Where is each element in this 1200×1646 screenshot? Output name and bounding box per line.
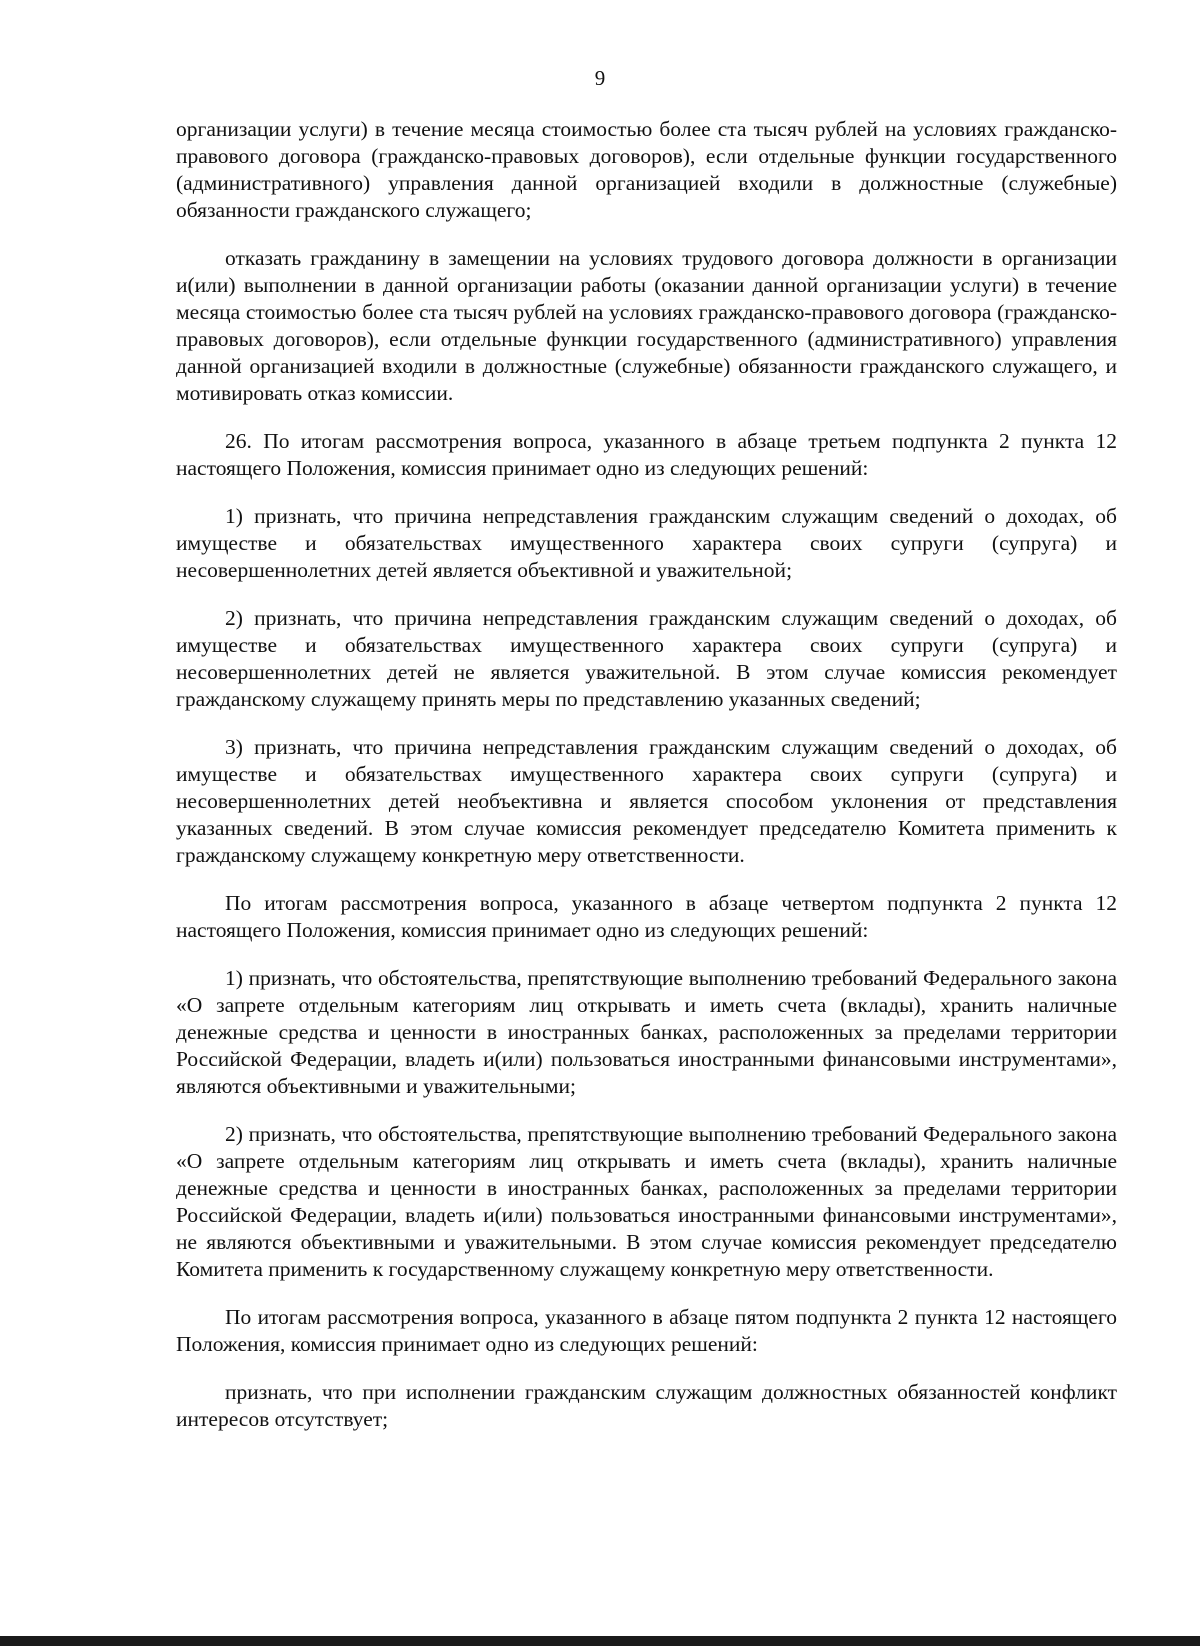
document-body bbox=[176, 116, 1117, 1433]
scan-bottom-border bbox=[0, 1636, 1200, 1646]
paragraph-6: 3) признать, что причина непредставления гражданским служащим сведений о доходах, об имуществе и обязательствах имущественного характера своих супруги (супруга) и несовершеннолетних детей необъективна и является способом уклонения от представления указанных сведений. В этом случае комиссия рекомендует председателю Комитета применить к гражданскому служащему конкретную меру ответственности. bbox=[176, 735, 1117, 867]
paragraph-2: отказать гражданину в замещении на условиях трудового договора должности в организации и(или) выполнении в данной организации работы (оказании данной организации услуги) в течение месяца стоимостью более ста тысяч рублей на условиях гражданско-правового договора (гражданско-правовых договоров), если отдельные функции государственного (административного) управления данной организацией входили в должностные (служебные) обязанности гражданского служащего, и мотивировать отказ комиссии. bbox=[176, 246, 1117, 405]
page-number: 9 bbox=[594, 66, 606, 90]
paragraph-1: организации услуги) в течение месяца стоимостью более ста тысяч рублей на условиях гражданско-правового договора (гражданско-правовых договоров), если отдельные функции государственного (административного) управления данной организацией входили в должностные (служебные) обязанности гражданского служащего; bbox=[176, 117, 1117, 222]
paragraph-8: 1) признать, что обстоятельства, препятствующие выполнению требований Федерального закона «О запрете отдельным категориям лиц открывать и иметь счета (вклады), хранить наличные денежные средства и ценности в иностранных банках, расположенных за пределами территории Российской Федерации, владеть и(или) пользоваться иностранными финансовыми инструментами», являются объективными и уважительными; bbox=[176, 966, 1117, 1098]
paragraph-7: По итогам рассмотрения вопроса, указанного в абзаце четвертом подпункта 2 пункта 12 настоящего Положения, комиссия принимает одно из следующих решений: bbox=[176, 891, 1117, 942]
paragraph-11: признать, что при исполнении гражданским служащим должностных обязанностей конфликт интересов отсутствует; bbox=[176, 1380, 1117, 1431]
paragraph-9: 2) признать, что обстоятельства, препятствующие выполнению требований Федерального закона «О запрете отдельным категориям лиц открывать и иметь счета (вклады), хранить наличные денежные средства и ценности в иностранных банках, расположенных за пределами территории Российской Федерации, владеть и(или) пользоваться иностранными финансовыми инструментами», не являются объективными и уважительными. В этом случае комиссия рекомендует председателю Комитета применить к государственному служащему конкретную меру ответственности. bbox=[176, 1122, 1117, 1281]
paragraph-3: 26. По итогам рассмотрения вопроса, указанного в абзаце третьем подпункта 2 пункта 12 настоящего Положения, комиссия принимает одно из следующих решений: bbox=[176, 429, 1117, 480]
paragraph-4: 1) признать, что причина непредставления гражданским служащим сведений о доходах, об имуществе и обязательствах имущественного характера своих супруги (супруга) и несовершеннолетних детей является объективной и уважительной; bbox=[176, 504, 1117, 582]
paragraph-10: По итогам рассмотрения вопроса, указанного в абзаце пятом подпункта 2 пункта 12 настоящего Положения, комиссия принимает одно из следующих решений: bbox=[176, 1305, 1117, 1356]
paragraph-5: 2) признать, что причина непредставления гражданским служащим сведений о доходах, об имуществе и обязательствах имущественного характера своих супруги (супруга) и несовершеннолетних детей не является уважительной. В этом случае комиссия рекомендует гражданскому служащему принять меры по представлению указанных сведений; bbox=[176, 606, 1117, 711]
